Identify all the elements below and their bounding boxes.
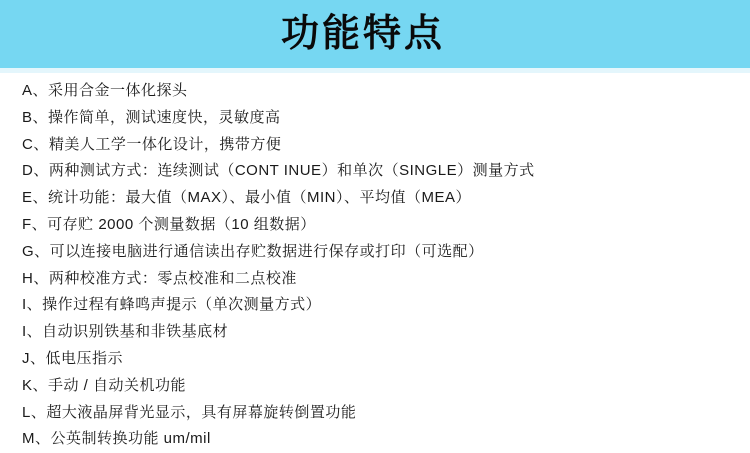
- feature-item: K、手动 / 自动关机功能: [22, 376, 187, 394]
- feature-item: G、可以连接电脑进行通信读出存贮数据进行保存或打印（可选配）: [22, 242, 484, 260]
- feature-item: L、超大液晶屏背光显示，具有屏幕旋转倒置功能: [22, 403, 357, 421]
- page-title: 功能特点: [280, 13, 445, 55]
- feature-item: I、操作过程有蜂鸣声提示（单次测量方式）: [22, 296, 322, 314]
- feature-list: [0, 73, 750, 453]
- feature-item: J、低电压指示: [22, 349, 124, 367]
- header-banner: [0, 0, 750, 68]
- feature-item: D、两种测试方式：连续测试（CONT INUE）和单次（SINGLE）测量方式: [22, 162, 535, 180]
- feature-item: E、统计功能：最大值（MAX）、最小值（MIN）、平均值（MEA）: [22, 189, 472, 207]
- feature-item: I、自动识别铁基和非铁基底材: [22, 323, 229, 341]
- feature-item: M、公英制转换功能 um/mil: [22, 430, 211, 448]
- feature-item: A、采用合金一体化探头: [22, 82, 188, 99]
- feature-item: B、操作简单，测试速度快，灵敏度高: [22, 108, 281, 126]
- feature-item: C、精美人工学一体化设计，携带方便: [22, 135, 282, 153]
- feature-item: F、可存贮 2000 个测量数据（10 组数据）: [22, 215, 316, 233]
- feature-item: H、两种校准方式：零点校准和二点校准: [22, 269, 297, 287]
